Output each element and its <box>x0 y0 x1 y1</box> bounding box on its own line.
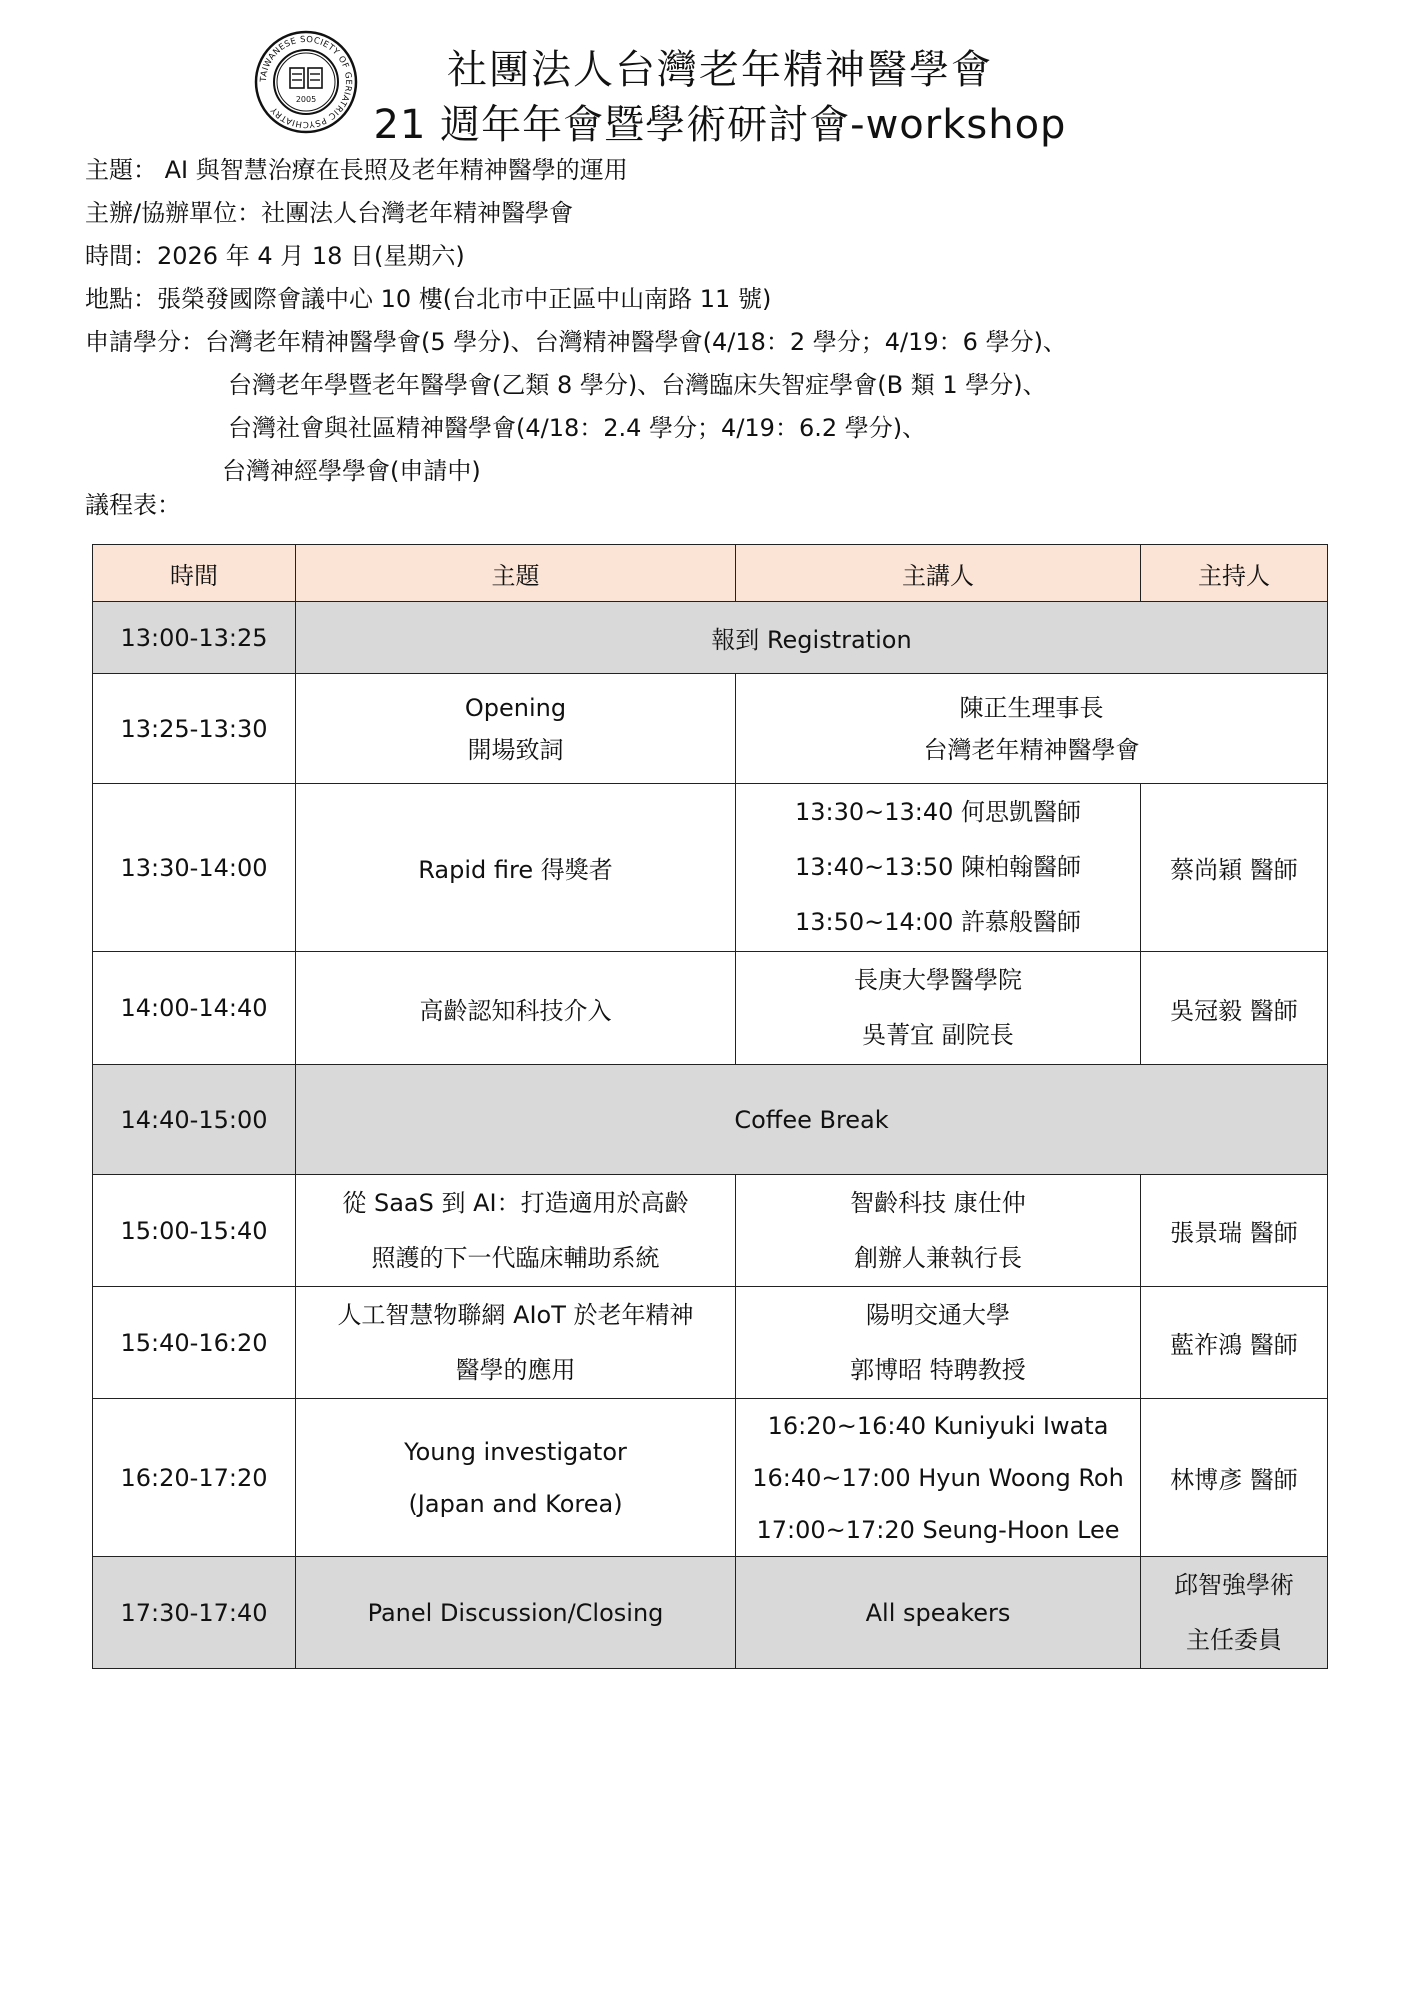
row-speaker: 13:30~13:40 何思凱醫師 13:40~13:50 陳柏翰醫師 13:50~14:00 許慕般醫師 <box>736 784 1141 952</box>
table-row <box>93 1065 1328 1175</box>
header-host: 主持人 <box>1141 545 1328 602</box>
row-time: 15:00-15:40 <box>93 1175 296 1287</box>
table-row <box>93 1287 1328 1399</box>
row-host: 林博彥 醫師 <box>1141 1399 1328 1557</box>
row-time: 13:25-13:30 <box>93 674 296 784</box>
row-time: 14:00-14:40 <box>93 952 296 1065</box>
svg-text:TAIWANESE SOCIETY OF GERIATRIC: TAIWANESE SOCIETY OF GERIATRIC PSYCHIATRY <box>258 34 354 130</box>
table-row <box>93 674 1328 784</box>
row-topic: Opening 開場致詞 <box>296 674 736 784</box>
credits-line-2: 台灣老年學暨老年醫學會(乙類 8 學分)、台灣臨床失智症學會(B 類 1 學分)、 <box>228 371 1047 399</box>
row-speaker: 16:20~16:40 Kuniyuki Iwata 16:40~17:00 Hyun Woong Roh 17:00~17:20 Seung-Hoon Lee <box>736 1399 1141 1557</box>
credits-line-4: 台灣神經學學會(申請中) <box>222 457 481 485</box>
table-row <box>93 784 1328 952</box>
row-speaker: 陽明交通大學 郭博昭 特聘教授 <box>736 1287 1141 1399</box>
row-topic: Young investigator (Japan and Korea) <box>296 1399 736 1557</box>
header-speaker: 主講人 <box>736 545 1141 602</box>
venue-line: 地點：張榮發國際會議中心 10 樓(台北市中正區中山南路 11 號) <box>85 285 772 313</box>
theme-line: 主題： AI 與智慧治療在長照及老年精神醫學的運用 <box>85 156 628 184</box>
row-merged: Coffee Break <box>296 1065 1328 1175</box>
row-topic: 高齡認知科技介入 <box>296 952 736 1065</box>
row-merged: 報到 Registration <box>296 602 1328 674</box>
row-time: 13:00-13:25 <box>93 602 296 674</box>
svg-text:2005: 2005 <box>295 95 317 104</box>
credits-line-3: 台灣社會與社區精神醫學會(4/18：2.4 學分；4/19：6.2 學分)、 <box>228 414 927 442</box>
society-seal-logo <box>254 30 358 134</box>
row-topic: Panel Discussion/Closing <box>296 1557 736 1669</box>
page-subtitle: 21 週年年會暨學術研討會-workshop <box>373 102 1067 148</box>
row-speaker: All speakers <box>736 1557 1141 1669</box>
table-row <box>93 602 1328 674</box>
row-time: 13:30-14:00 <box>93 784 296 952</box>
row-topic: 從 SaaS 到 AI：打造適用於高齡 照護的下一代臨床輔助系統 <box>296 1175 736 1287</box>
header-time: 時間 <box>93 545 296 602</box>
row-topic: Rapid fire 得獎者 <box>296 784 736 952</box>
organizer-line: 主辦/協辦單位：社團法人台灣老年精神醫學會 <box>85 199 574 227</box>
row-speaker: 長庚大學醫學院 吳菁宜 副院長 <box>736 952 1141 1065</box>
row-host: 吳冠毅 醫師 <box>1141 952 1328 1065</box>
row-speaker: 智齡科技 康仕仲 創辦人兼執行長 <box>736 1175 1141 1287</box>
agenda-label: 議程表： <box>85 491 181 519</box>
row-topic: 人工智慧物聯網 AIoT 於老年精神 醫學的應用 <box>296 1287 736 1399</box>
row-host: 蔡尚穎 醫師 <box>1141 784 1328 952</box>
row-speaker: 陳正生理事長 台灣老年精神醫學會 <box>736 674 1328 784</box>
header-topic: 主題 <box>296 545 736 602</box>
agenda-table <box>92 544 1328 1669</box>
table-row <box>93 1557 1328 1669</box>
row-time: 16:20-17:20 <box>93 1399 296 1557</box>
time-line: 時間：2026 年 4 月 18 日(星期六) <box>85 242 465 270</box>
row-time: 17:30-17:40 <box>93 1557 296 1669</box>
page-title: 社團法人台灣老年精神醫學會 <box>447 47 993 93</box>
row-host: 張景瑞 醫師 <box>1141 1175 1328 1287</box>
row-time: 14:40-15:00 <box>93 1065 296 1175</box>
row-time: 15:40-16:20 <box>93 1287 296 1399</box>
table-row <box>93 1175 1328 1287</box>
table-row <box>93 1399 1328 1557</box>
row-host: 邱智強學術 主任委員 <box>1141 1557 1328 1669</box>
row-host: 藍祚鴻 醫師 <box>1141 1287 1328 1399</box>
table-row <box>93 952 1328 1065</box>
table-header-row <box>93 545 1328 602</box>
credits-line-1: 申請學分：台灣老年精神醫學會(5 學分)、台灣精神醫學會(4/18：2 學分；4/19：6 學分)、 <box>85 328 1067 356</box>
